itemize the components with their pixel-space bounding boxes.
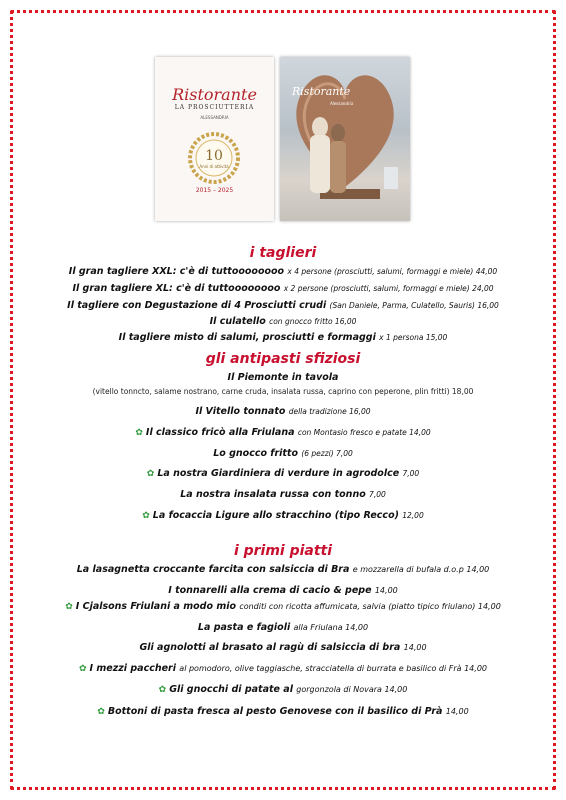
menu-item [0, 468, 566, 479]
item-name: La pasta e fagioli [197, 622, 291, 633]
menu-item [0, 706, 566, 717]
item-name: I mezzi paccheri [89, 663, 176, 674]
item-name: I Cjalsons Friulani a modo mio [75, 601, 236, 612]
item-desc: x 2 persone (prosciutti, salumi, formaggi e miele) 24,00 [283, 284, 494, 293]
anniversary-cover [155, 57, 274, 221]
item-desc: 14,00 [374, 586, 398, 595]
leaf-icon: ✿ [142, 511, 150, 521]
leaf-icon: ✿ [97, 707, 105, 717]
menu-item [0, 300, 566, 311]
item-desc: 14,00 [445, 707, 469, 716]
item-desc: 14,00 [403, 643, 427, 652]
menu-item [0, 642, 566, 653]
menu-item [0, 332, 566, 343]
item-desc: (San Daniele, Parma, Culatello, Sauris) 16,00 [329, 301, 499, 310]
item-name: La lasagnetta croccante farcita con salsiccia di Bra [76, 564, 350, 575]
leaf-icon: ✿ [65, 602, 73, 612]
menu-item [0, 663, 566, 674]
menu-item [0, 283, 566, 294]
item-name: Il gran tagliere XL: c'è di tuttoooooooo [72, 283, 281, 294]
anniversary-years: 2015 – 2025 [195, 187, 234, 194]
item-name: La focaccia Ligure allo stracchino (tipo Recco) [152, 510, 399, 521]
item-desc: gorgonzola di Novara 14,00 [296, 685, 408, 694]
menu-item [0, 489, 566, 500]
leaf-icon: ✿ [79, 664, 87, 674]
item-name: I tonnarelli alla crema di cacio & pepe [168, 585, 372, 596]
menu-item [0, 427, 566, 438]
item-name: Bottoni di pasta fresca al pesto Genovese con il basilico di Prà [107, 706, 443, 717]
item-name: Il tagliere misto di salumi, prosciutti e formaggi [118, 332, 376, 343]
heart-subtitle: Alessandria [330, 101, 354, 106]
item-name: Gli agnolotti al brasato al ragù di salsiccia di bra [139, 642, 401, 653]
item-desc: 12,00 [402, 511, 424, 520]
item-desc: (6 pezzi) 7,00 [301, 449, 353, 458]
restaurant-city: ALESSANDRIA [200, 115, 229, 120]
item-name: Il tagliere con Degustazione di 4 Prosciutti crudi [67, 300, 327, 311]
restaurant-logo: Ristorante [172, 85, 257, 104]
item-desc: x 4 persone (prosciutti, salumi, formaggi e miele) 44,00 [287, 267, 498, 276]
section-title-taglieri: i taglieri [249, 245, 317, 261]
menu-item [0, 601, 566, 612]
item-name: Gli gnocchi di patate al [169, 684, 293, 695]
menu-item [0, 372, 566, 383]
menu-item [0, 622, 566, 633]
item-name: Il Vitello tonnato [195, 406, 286, 417]
leaf-icon: ✿ [158, 685, 167, 695]
menu-item [0, 564, 566, 575]
menu-item [0, 448, 566, 459]
menu-item [0, 684, 566, 695]
heart-sculpture-icon [280, 57, 410, 221]
item-name: La nostra Giardiniera di verdure in agrodolce [157, 468, 400, 479]
item-desc: della tradizione 16,00 [288, 407, 371, 416]
laurel-seal-icon [185, 129, 243, 187]
leaf-icon: ✿ [146, 469, 155, 479]
item-name: Lo gnocco fritto [213, 448, 298, 459]
menu-item [0, 406, 566, 417]
menu-item [0, 510, 566, 521]
item-desc: al pomodoro, olive taggiasche, stracciatella di burrata e basilico di Frà 14,00 [179, 664, 487, 673]
item-name: La nostra insalata russa con tonno [180, 489, 366, 500]
item-desc: con gnocco fritto 16,00 [269, 317, 357, 326]
item-desc: conditi con ricotta affumicata, salvia (piatto tipico friulano) 14,00 [239, 602, 501, 611]
restaurant-subtitle: LA PROSCIUTTERIA [174, 104, 255, 111]
heart-logo: Ristorante [292, 85, 351, 98]
heart-photo-cover [280, 57, 410, 221]
menu-item [0, 316, 566, 327]
section-title-antipasti: gli antipasti sfiziosi [205, 351, 361, 367]
item-name: Il Piemonte in tavola [227, 372, 339, 383]
cover-images [155, 57, 410, 221]
leaf-icon: ✿ [135, 428, 143, 438]
seal-text: Anni di attività [199, 164, 229, 169]
item-desc: alla Friulana 14,00 [293, 623, 369, 632]
item-desc: con Montasio fresco e patate 14,00 [297, 428, 431, 437]
item-desc: x 1 persona 15,00 [379, 333, 448, 342]
item-desc: e mozzarella di bufala d.o.p 14,00 [352, 565, 490, 574]
item-desc: 7,00 [402, 469, 420, 478]
section-title-primi: i primi piatti [233, 543, 333, 559]
item-name: Il classico fricò alla Friulana [145, 427, 295, 438]
menu-item [0, 585, 566, 596]
item-name: Il gran tagliere XXL: c'è di tuttoooooooo [68, 266, 285, 277]
seal-number: 10 [205, 148, 223, 164]
menu-item-detail: (vitello tonncto, salame nostrano, carne cruda, insalata russa, caprino con peperone, plin fritti) 18,00 [92, 387, 474, 396]
item-desc: 7,00 [369, 490, 386, 499]
item-name: Il culatello [209, 316, 266, 327]
menu-item [0, 266, 566, 277]
